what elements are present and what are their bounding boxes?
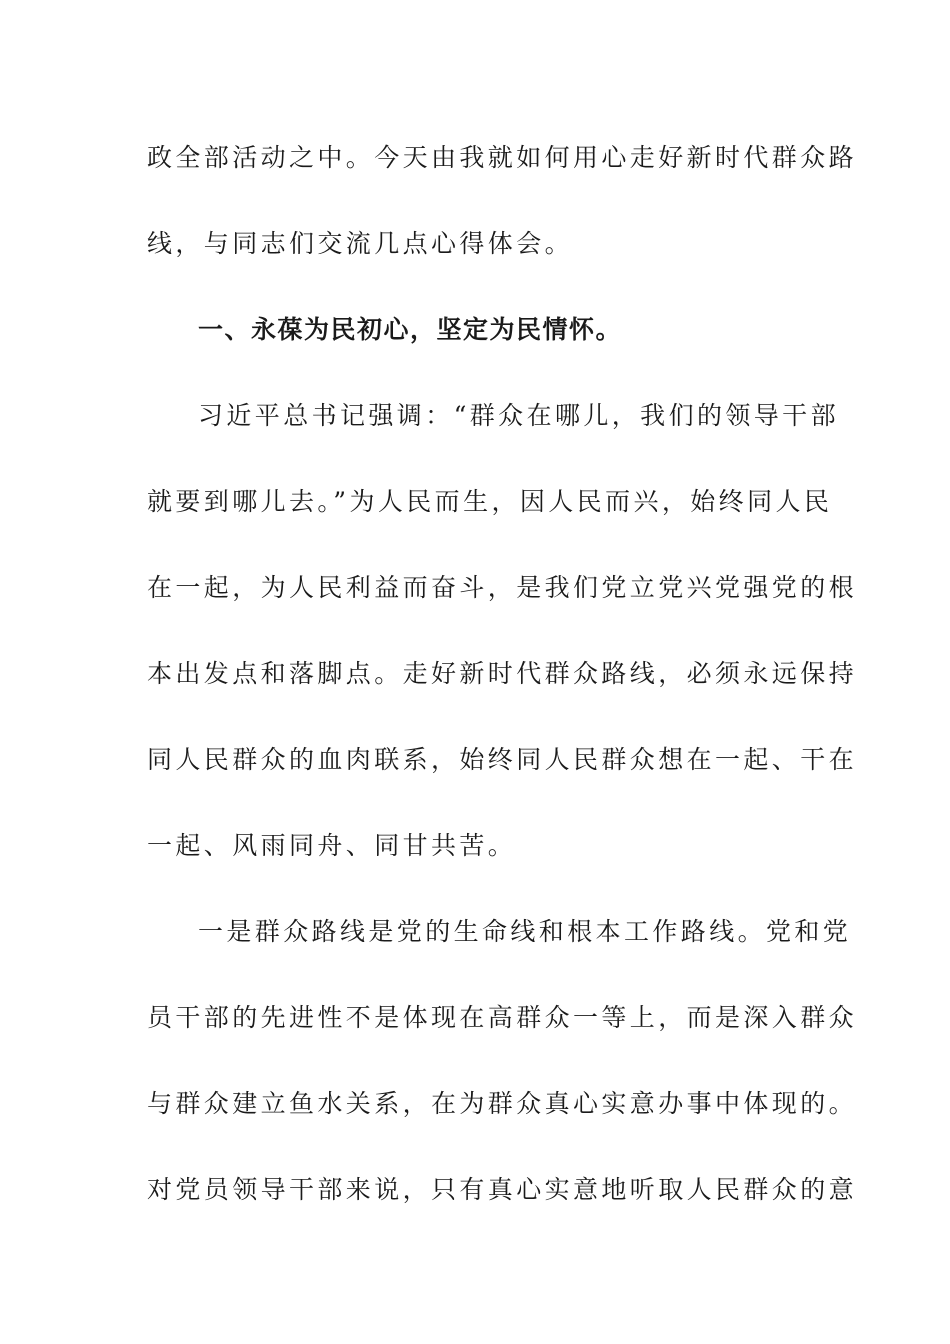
paragraph-line: 同人民群众的血肉联系，始终同人民群众想在一起、干在 (147, 745, 858, 774)
paragraph-line: 一是群众路线是党的生命线和根本工作路线。党和党 (198, 917, 852, 946)
paragraph-line: 与群众建立鱼水关系，在为群众真心实意办事中体现的。 (147, 1089, 858, 1118)
paragraph-line: 在一起，为人民利益而奋斗，是我们党立党兴党强党的根 (147, 573, 858, 602)
paragraph-line: 习近平总书记强调：“群众在哪儿，我们的领导干部 (198, 401, 839, 430)
paragraph-line: 对党员领导干部来说，只有真心实意地听取人民群众的意 (147, 1175, 858, 1204)
paragraph-line: 线，与同志们交流几点心得体会。 (147, 229, 574, 258)
paragraph-line: 一起、风雨同舟、同甘共苦。 (147, 831, 517, 860)
paragraph-line: 员干部的先进性不是体现在高群众一等上，而是深入群众 (147, 1003, 858, 1032)
paragraph-line: 本出发点和落脚点。走好新时代群众路线，必须永远保持 (147, 659, 858, 688)
paragraph-line: 政全部活动之中。今天由我就如何用心走好新时代群众路 (147, 143, 858, 172)
paragraph-line: 就要到哪儿去。”为人民而生，因人民而兴，始终同人民 (147, 487, 833, 516)
section-heading: 一、永葆为民初心，坚定为民情怀。 (198, 315, 623, 344)
